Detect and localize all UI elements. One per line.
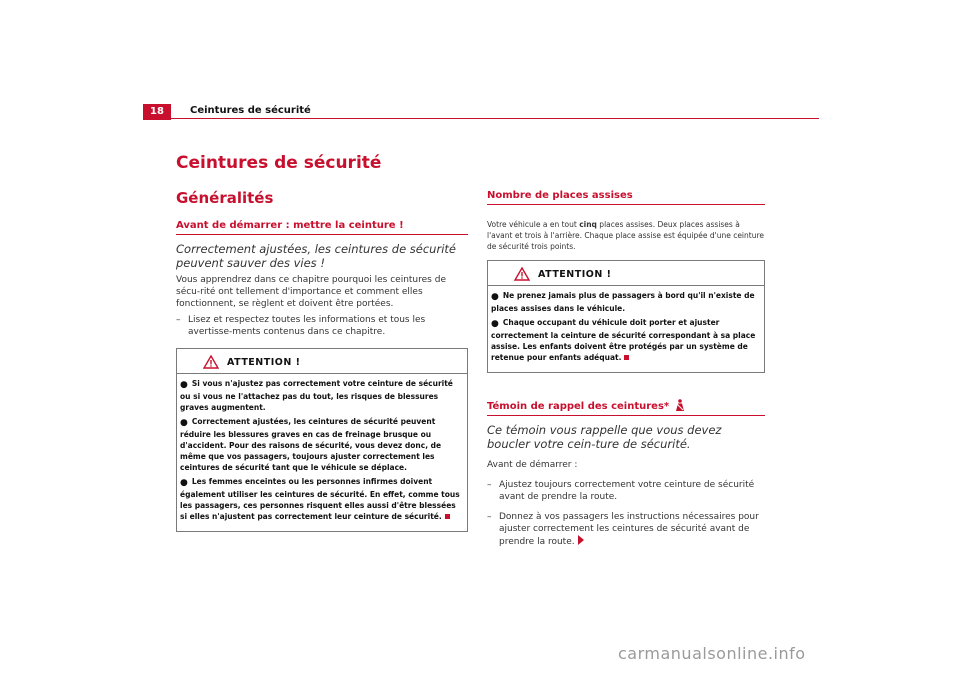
warning-item: ● Chaque occupant du véhicule doit porter et ajuster correctement la ceinture de sécurité correspondant à sa place assise. Les enfants doivent être protégés par un système de retenue pour enfants adéquat. bbox=[491, 318, 756, 362]
instruction-text: Lisez et respectez toutes les informations et tous les avertisse-ments contenus dans ce chapitre. bbox=[188, 315, 426, 337]
bullet-icon: ● bbox=[491, 292, 499, 302]
dash-marker: – bbox=[176, 315, 181, 325]
instruction-text: Ajustez toujours correctement votre ceinture de sécurité avant de prendre la route. bbox=[499, 480, 755, 502]
chapter-title: Ceintures de sécurité bbox=[176, 153, 382, 173]
warning-item: ● Si vous n'ajustez pas correctement votre ceinture de sécurité ou si vous ne l'attachez pas du tout, les risques de blessures graves augmentent. bbox=[180, 379, 453, 412]
belt-reminder-lead: Ce témoin vous rappelle que vous devez boucler votre cein-ture de sécurité. bbox=[487, 423, 722, 451]
instruction-item bbox=[487, 479, 765, 503]
warning-item: ● Les femmes enceintes ou les personnes infirmes doivent également utiliser les ceintures de sécurité. En effet, comme tous les passagers, ces personnes risquent elles aussi d'être blessées si elles n'ajustent pas correctement leur ceinture de sécurité. bbox=[180, 477, 460, 521]
left-column bbox=[176, 220, 468, 532]
bullet-icon: ● bbox=[180, 380, 188, 390]
section-heading: Généralités bbox=[176, 189, 274, 207]
page-number: 18 bbox=[143, 104, 171, 120]
right-column bbox=[487, 190, 765, 552]
warning-title: ATTENTION ! bbox=[538, 268, 612, 280]
before-driving-intro: Avant de démarrer : bbox=[487, 460, 578, 470]
section-title-seats: Nombre de places assises bbox=[487, 190, 765, 205]
header-title: Ceintures de sécurité bbox=[190, 105, 311, 116]
bullet-icon: ● bbox=[180, 478, 188, 488]
instruction-text: Donnez à vos passagers les instructions nécessaires pour ajuster correctement les ceintures de sécurité avant de prendre la route. bbox=[499, 512, 759, 547]
warning-header bbox=[177, 349, 467, 373]
seats-count: cinq bbox=[579, 220, 597, 229]
warning-body bbox=[177, 373, 467, 531]
warning-item: ● Ne prenez jamais plus de passagers à bord qu'il n'existe de places assises dans le véhicule. bbox=[491, 291, 755, 313]
section-title-before-driving: Avant de démarrer : mettre la ceinture ! bbox=[176, 220, 468, 235]
warning-triangle-icon bbox=[514, 267, 530, 281]
dash-marker: – bbox=[487, 512, 492, 522]
continue-arrow-icon bbox=[578, 535, 584, 545]
warning-box-seats bbox=[487, 260, 765, 373]
bullet-icon: ● bbox=[491, 319, 499, 329]
intro-paragraph: Vous apprendrez dans ce chapitre pourquoi les ceintures de sécu-rité ont tellement d'importance et comment elles fonctionnent, se règlent et doivent être portées. bbox=[176, 275, 446, 309]
warning-header bbox=[488, 261, 764, 285]
end-mark-icon bbox=[445, 514, 450, 519]
watermark: carmanualsonline.info bbox=[618, 644, 806, 663]
end-mark-icon bbox=[624, 355, 629, 360]
warning-body bbox=[488, 285, 764, 372]
warning-item: ● Correctement ajustées, les ceintures de sécurité peuvent réduire les blessures graves en cas de freinage brusque ou d'accident. Pour des raisons de sécurité, vous devez donc, de même que vos passagers, toujours ajuster correctement les ceintures de sécurité tant que le véhicule se déplace. bbox=[180, 417, 442, 472]
instruction-item bbox=[487, 511, 765, 548]
seatbelt-warning-icon bbox=[675, 399, 685, 411]
header-rule bbox=[171, 118, 819, 119]
seats-paragraph: Votre véhicule a en tout cinq places assises. Deux places assises à l'avant et trois à l'arrière. Chaque place assise est équipée d'une ceinture de sécurité trois points. bbox=[487, 220, 764, 251]
section-title-belt-reminder: Témoin de rappel des ceintures* bbox=[487, 399, 765, 416]
lead-text: Correctement ajustées, les ceintures de sécurité peuvent sauver des vies ! bbox=[176, 242, 456, 270]
warning-box bbox=[176, 348, 468, 532]
bullet-icon: ● bbox=[180, 418, 188, 428]
instruction-item bbox=[176, 314, 468, 338]
warning-title: ATTENTION ! bbox=[227, 356, 301, 368]
dash-marker: – bbox=[487, 480, 492, 490]
warning-triangle-icon bbox=[203, 355, 219, 369]
